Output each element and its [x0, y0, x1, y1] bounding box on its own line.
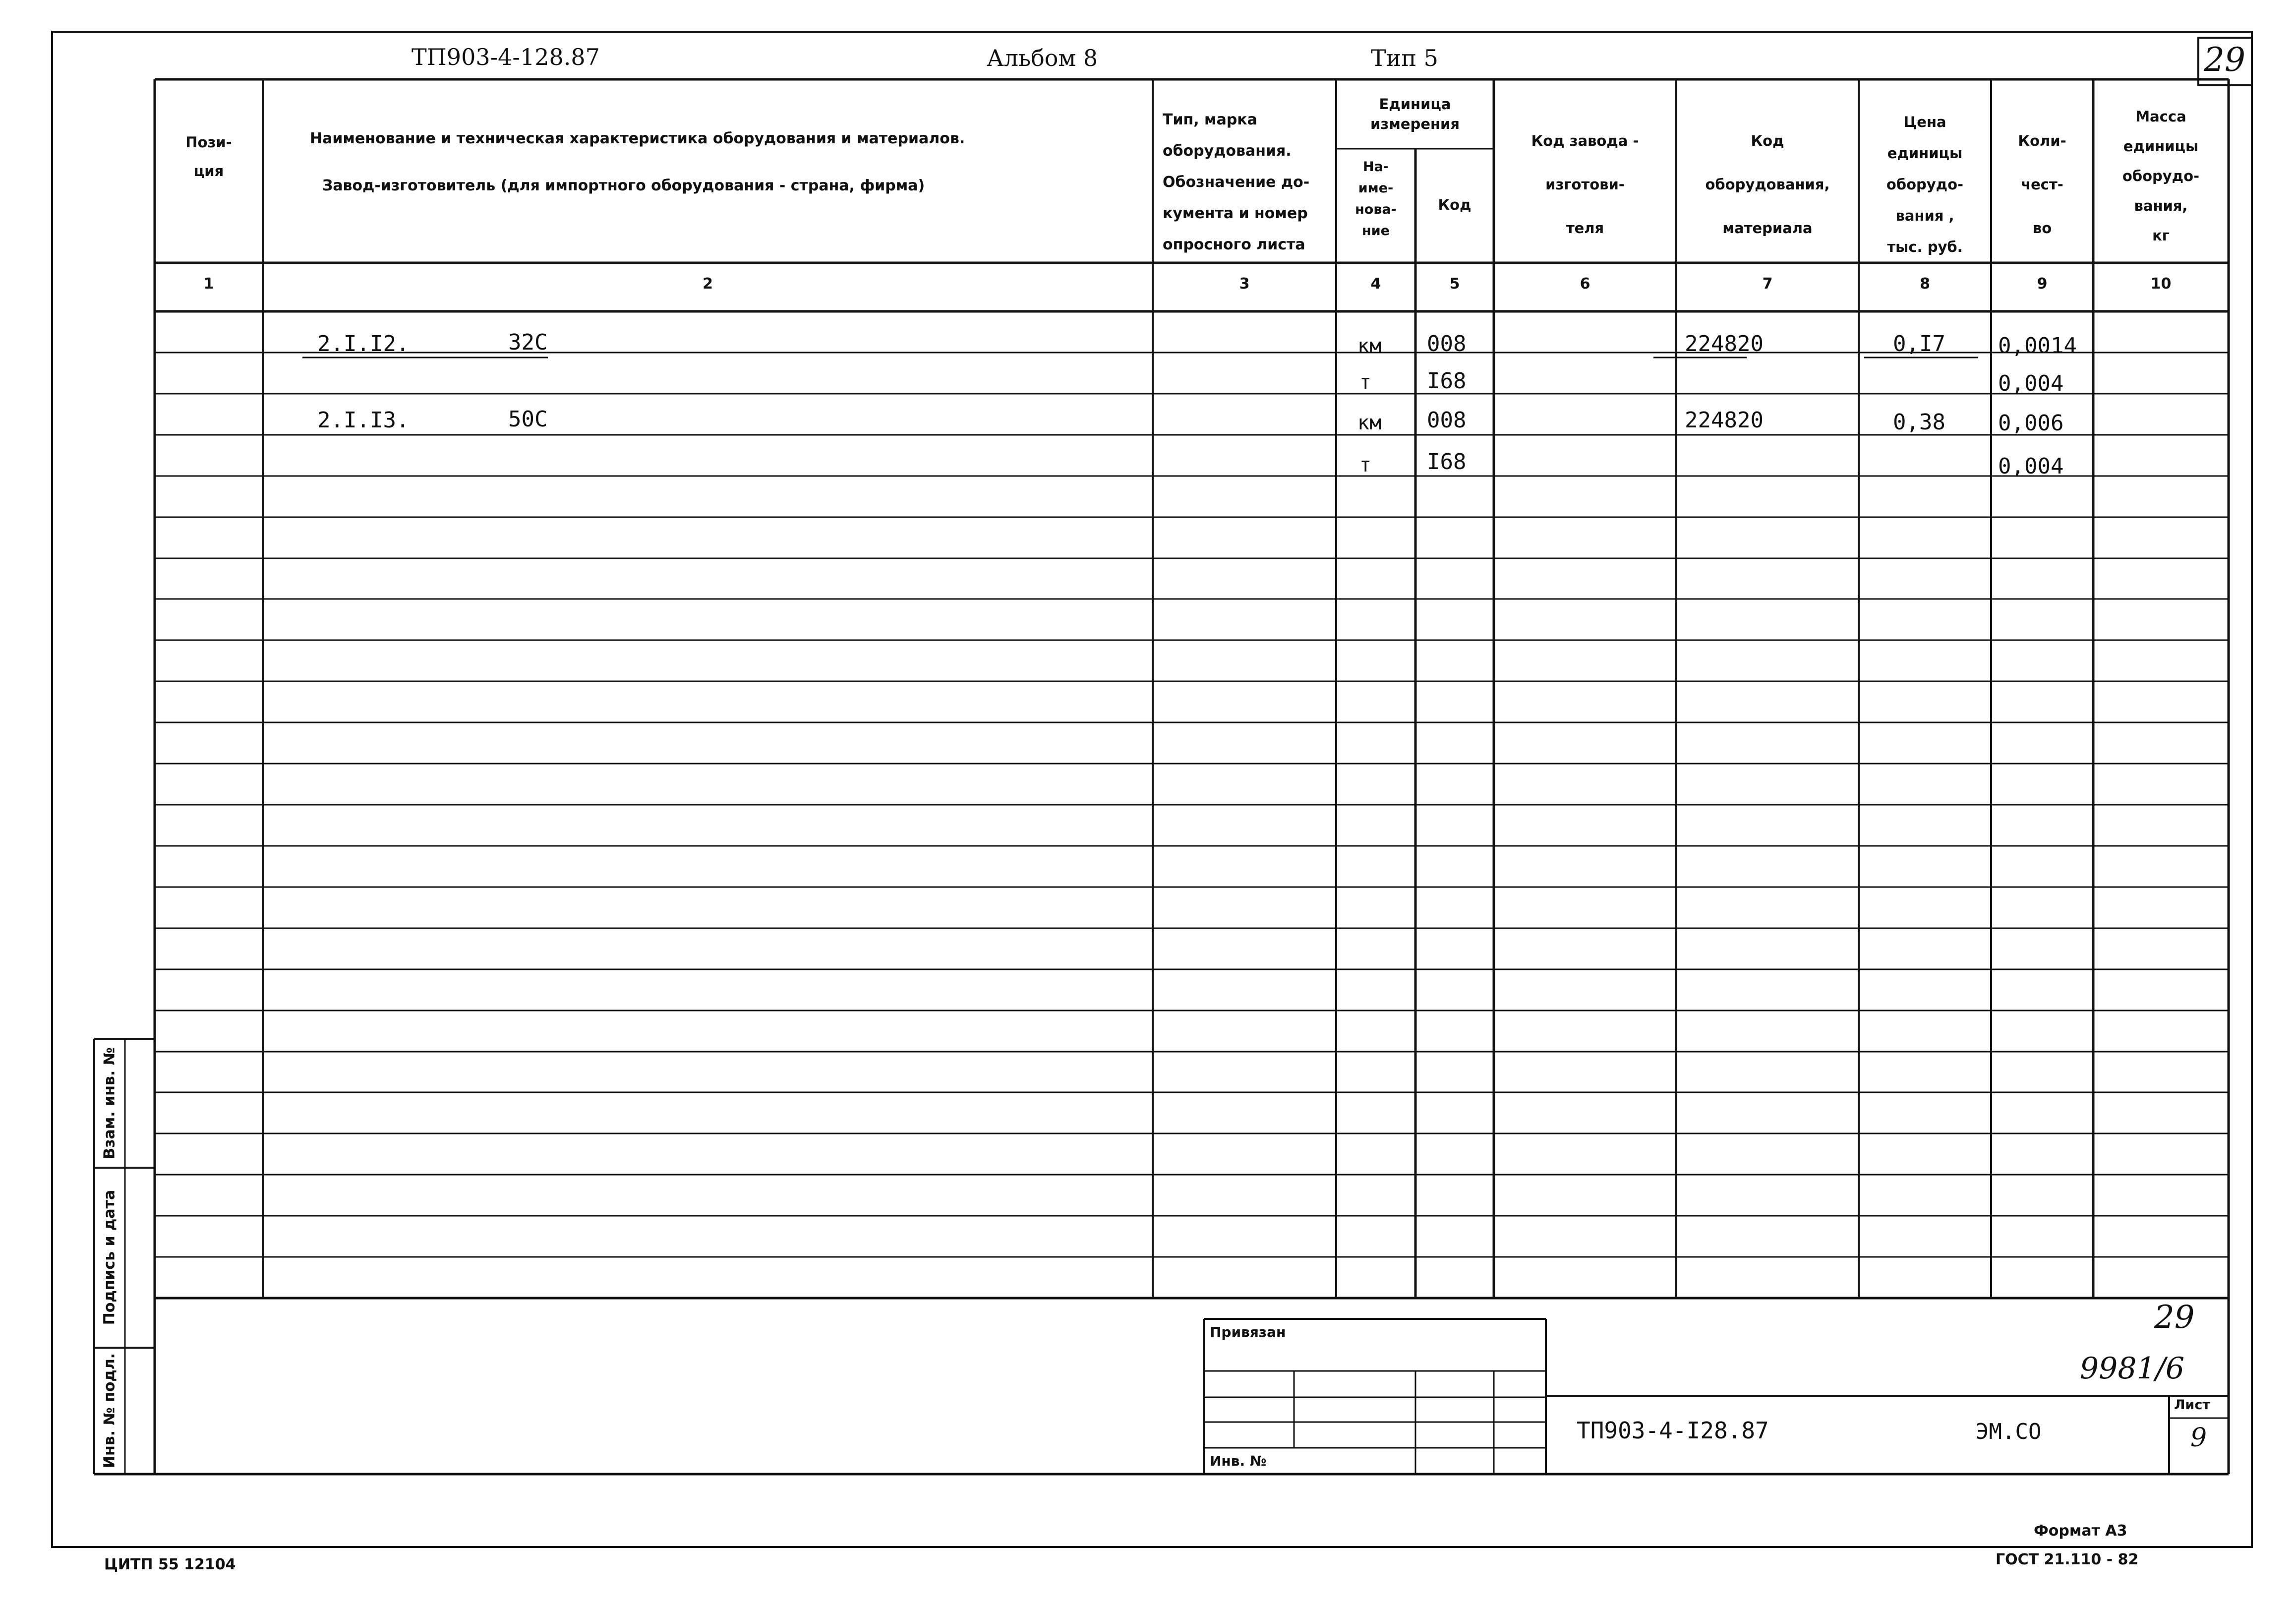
row-1-material-code: 224820 [1685, 331, 1764, 357]
footer-left: ЦИТП 55 12104 [104, 1556, 236, 1573]
col-num-5: 5 [1449, 275, 1460, 293]
sheet-number: 9 [2190, 1423, 2207, 1453]
col-header-3: Тип, марка оборудования. Обозначение до- кумента и номер опросного листа [1163, 111, 1310, 253]
col-header-4: На- име- нова- ние [1355, 159, 1397, 238]
row-2-unit: т [1359, 371, 1372, 394]
col-num-8: 8 [1920, 275, 1930, 293]
footer-format: Формат А3 [2034, 1522, 2127, 1540]
col-header-8: Цена единицы оборудо- вания , тыс. руб. [1886, 114, 1964, 255]
col-num-3: 3 [1239, 275, 1250, 293]
privyazan-label: Привязан [1210, 1324, 1286, 1340]
row-3-price: 0,38 [1893, 410, 1945, 435]
header-album: Альбом 8 [987, 45, 1098, 71]
col-header-10: Масса единицы оборудо- вания, кг [2122, 108, 2200, 244]
header-doc-code: ТП903-4-128.87 [412, 44, 600, 70]
row-3-name: 50С [508, 407, 548, 432]
header-type: Тип 5 [1371, 45, 1438, 71]
col-header-1: Пози- ция [185, 134, 232, 179]
handwritten-number-2: 9981/6 [2080, 1351, 2185, 1386]
col-header-2-line1: Наименование и техническая характеристика оборудования и материалов. [310, 130, 965, 147]
row-1-name: 32С [508, 330, 548, 355]
col-header-7: Код оборудования, материала [1705, 132, 1830, 237]
sheet-label: Лист [2174, 1397, 2210, 1413]
title-doc-code: ТП903-4-I28.87 [1577, 1417, 1769, 1444]
row-1-code: 008 [1427, 331, 1467, 357]
col-header-9: Коли- чест- во [2018, 132, 2066, 237]
row-3-code: 008 [1427, 408, 1467, 433]
footer-gost: ГОСТ 21.110 - 82 [1996, 1551, 2139, 1568]
inv-no-label: Инв. № [1210, 1453, 1267, 1469]
title-mark: ЭМ.СО [1976, 1419, 2042, 1444]
col-header-6: Код завода - изготови- теля [1531, 132, 1639, 237]
col-num-1: 1 [203, 275, 214, 293]
col-num-10: 10 [2150, 275, 2172, 293]
col-num-2: 2 [703, 275, 713, 293]
col-num-4: 4 [1370, 275, 1381, 293]
row-1-price: 0,I7 [1893, 331, 1945, 357]
row-2-code: I68 [1427, 368, 1467, 394]
row-3-unit: км [1357, 412, 1382, 434]
col-num-7: 7 [1762, 275, 1773, 293]
row-4-code: I68 [1427, 449, 1467, 475]
col-num-6: 6 [1580, 275, 1590, 293]
row-2-qty: 0,004 [1998, 371, 2064, 396]
col-num-9: 9 [2037, 275, 2048, 293]
unit-group-header: Единица измерения [1370, 96, 1460, 132]
row-4-qty: 0,004 [1998, 454, 2064, 479]
row-3-qty: 0,006 [1998, 411, 2064, 436]
page-number: 29 [2204, 41, 2245, 79]
col-header-5: Код [1438, 196, 1472, 213]
row-1-unit: км [1357, 335, 1382, 357]
row-3-position: 2.I.I3. [317, 408, 410, 433]
row-4-unit: т [1359, 454, 1372, 476]
side-label-vzam: Взам. инв. № [101, 1047, 118, 1159]
row-1-position: 2.I.I2. [317, 331, 410, 357]
side-label-inv: Инв. № подл. [101, 1353, 118, 1469]
col-header-2-line2: Завод-изготовитель (для импортного оборудования - страна, фирма) [322, 177, 925, 194]
handwritten-number-1: 29 [2154, 1299, 2195, 1336]
row-1-qty: 0,0014 [1998, 333, 2077, 358]
row-3-material-code: 224820 [1685, 408, 1764, 433]
side-label-podpis: Подпись и дата [101, 1189, 118, 1325]
